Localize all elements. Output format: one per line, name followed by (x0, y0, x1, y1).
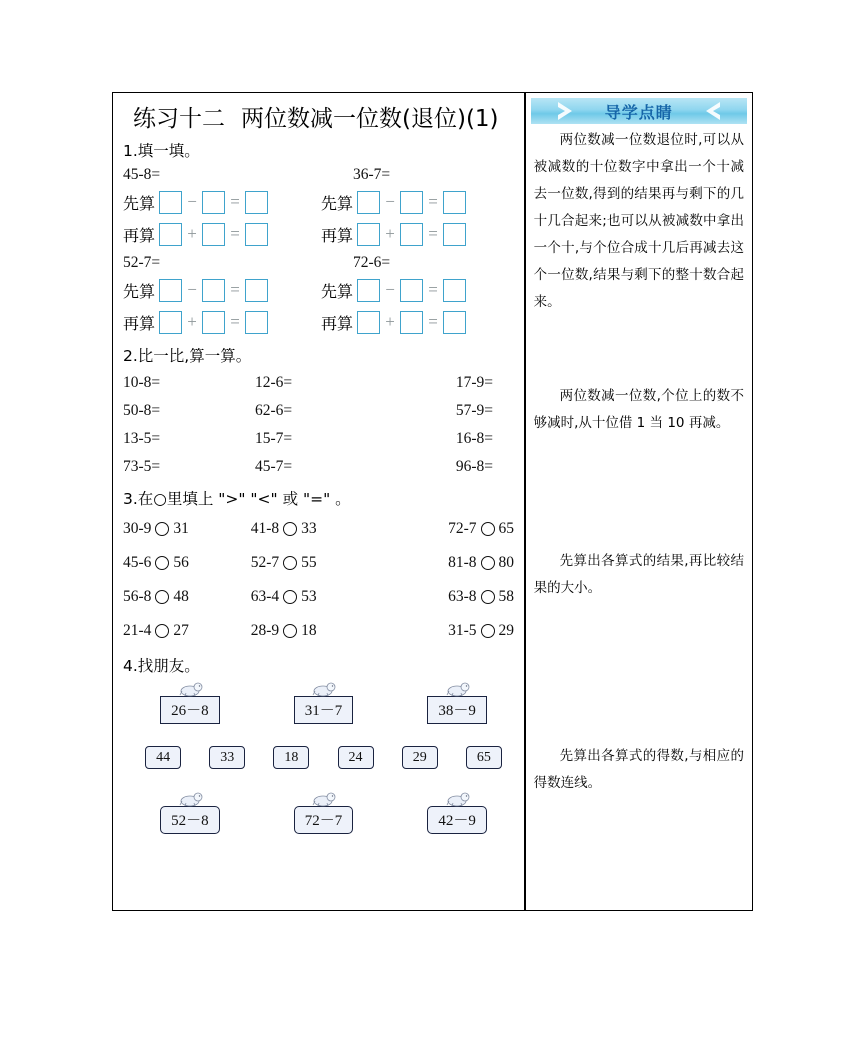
answer-box[interactable] (202, 191, 225, 214)
comparison-right-value: 33 (301, 520, 317, 537)
match-bottom-row (123, 789, 524, 834)
comparison-cell (379, 588, 525, 606)
answer-line-first (123, 274, 321, 306)
problem-cell[interactable]: 10-8= (123, 374, 161, 391)
answer-box[interactable] (400, 191, 423, 214)
equals-symbol: = (428, 192, 438, 211)
match-expression-box[interactable]: 38－9 (427, 696, 487, 724)
problem-block (321, 164, 521, 250)
comparison-row (123, 512, 524, 546)
problem-cell[interactable]: 50-8= (123, 402, 161, 419)
tip-paragraph-4: 先算出各算式的得数,与相应的得数连线。 (533, 748, 744, 791)
comparison-cell (379, 520, 525, 538)
section-3-heading: 3.在○里填上 ">" "<" 或 "=" 。 (123, 490, 351, 508)
comparison-cell (123, 520, 251, 538)
problem-pair (123, 164, 524, 250)
equals-symbol: = (230, 192, 240, 211)
answer-line-label: 再算 (321, 313, 354, 333)
comparison-left-expression: 31-5 (448, 622, 477, 639)
equals-symbol: = (428, 280, 438, 299)
comparison-circle[interactable] (283, 556, 297, 570)
comparison-circle[interactable] (283, 590, 297, 604)
problem-expression: 36-7= (353, 166, 391, 183)
comparison-right-value: 55 (301, 554, 317, 571)
comparison-circle[interactable] (283, 522, 297, 536)
answer-line-label: 再算 (123, 225, 156, 245)
section-1-body (123, 164, 524, 338)
comparison-left-expression: 28-9 (250, 622, 280, 639)
comparison-cell (379, 622, 525, 640)
comparison-cell (379, 554, 525, 572)
answer-line-second (321, 306, 521, 338)
problem-cell[interactable]: 13-5= (123, 430, 161, 447)
comparison-circle[interactable] (481, 624, 495, 638)
comparison-cell (123, 588, 251, 606)
exercise-column (113, 93, 524, 910)
comparison-cell (251, 622, 379, 640)
answer-box[interactable] (202, 279, 225, 302)
equals-symbol: = (230, 280, 240, 299)
problem-pair (123, 252, 524, 338)
problem-expression: 72-6= (353, 254, 391, 271)
equals-symbol: = (428, 224, 438, 243)
worksheet-frame (112, 92, 753, 911)
page-title-main: 练习十二 (133, 106, 225, 132)
comparison-left-expression: 72-7 (448, 520, 477, 537)
answer-line-first (321, 186, 521, 218)
section-2-body (123, 369, 524, 481)
comparison-right-value: 29 (498, 622, 514, 639)
comparison-left-expression: 63-4 (250, 588, 280, 605)
animal-clipart-icon (168, 789, 212, 807)
comparison-left-expression: 81-8 (448, 554, 477, 571)
operator-symbol: + (187, 312, 197, 331)
comparison-circle[interactable] (481, 590, 495, 604)
answer-box[interactable] (443, 279, 466, 302)
problem-row (123, 369, 524, 397)
comparison-right-value: 56 (173, 554, 189, 571)
match-expression-box[interactable]: 52－8 (160, 806, 220, 834)
comparison-circle[interactable] (481, 556, 495, 570)
answer-box[interactable] (357, 279, 380, 302)
comparison-right-value: 65 (498, 520, 514, 537)
comparison-circle[interactable] (283, 624, 297, 638)
section-4-heading: 4.找朋友。 (123, 657, 200, 675)
equals-symbol: = (230, 224, 240, 243)
section-2-heading: 2.比一比,算一算。 (123, 347, 252, 365)
animal-clipart-icon (435, 789, 479, 807)
comparison-right-value: 31 (173, 520, 189, 537)
problem-cell[interactable]: 15-7= (255, 430, 293, 447)
operator-symbol: + (385, 224, 395, 243)
equals-symbol: = (230, 312, 240, 331)
match-number-box[interactable]: 29 (402, 746, 438, 769)
comparison-circle[interactable] (155, 556, 169, 570)
answer-line-label: 先算 (123, 193, 156, 213)
comparison-circle[interactable] (155, 590, 169, 604)
answer-box[interactable] (357, 223, 380, 246)
problem-row (123, 453, 524, 481)
tips-banner-title: 导学点睛 (604, 102, 673, 122)
operator-symbol: − (187, 192, 197, 211)
comparison-left-expression: 56-8 (123, 588, 152, 605)
problem-block (123, 252, 321, 338)
comparison-right-value: 27 (173, 622, 189, 639)
match-number-box[interactable]: 24 (338, 746, 374, 769)
match-item (294, 679, 354, 724)
comparison-circle[interactable] (155, 522, 169, 536)
answer-line-label: 先算 (321, 193, 354, 213)
tips-column (526, 93, 752, 910)
answer-box[interactable] (400, 223, 423, 246)
section-4-body (123, 679, 524, 859)
problem-cell[interactable]: 16-8= (455, 430, 493, 447)
answer-box[interactable] (443, 223, 466, 246)
match-item (294, 789, 354, 834)
answer-box[interactable] (400, 311, 423, 334)
page-title-sub: 两位数减一位数(退位)(1) (241, 106, 499, 132)
comparison-right-value: 80 (498, 554, 514, 571)
comparison-left-expression: 41-8 (250, 520, 280, 537)
comparison-circle[interactable] (155, 624, 169, 638)
operator-symbol: − (187, 280, 197, 299)
tips-body-2 (526, 383, 752, 437)
problem-cell[interactable]: 57-9= (455, 402, 493, 419)
answer-box[interactable] (245, 223, 268, 246)
problem-cell[interactable]: 17-9= (455, 374, 493, 391)
match-number-box[interactable]: 33 (209, 746, 245, 769)
comparison-cell (251, 554, 379, 572)
answer-line-label: 先算 (123, 281, 156, 301)
problem-expression: 45-8= (123, 166, 161, 183)
comparison-left-expression: 52-7 (250, 554, 280, 571)
chevron-left-icon (703, 100, 723, 122)
answer-box[interactable] (202, 311, 225, 334)
comparison-left-expression: 45-6 (123, 554, 152, 571)
match-number-box[interactable]: 65 (466, 746, 502, 769)
answer-line-second (123, 306, 321, 338)
problem-row (123, 425, 524, 453)
answer-box[interactable] (159, 311, 182, 334)
comparison-left-expression: 30-9 (123, 520, 152, 537)
animal-clipart-icon (168, 679, 212, 697)
comparison-cell (123, 622, 251, 640)
match-item (160, 679, 220, 724)
comparison-row (123, 614, 524, 648)
match-item (160, 789, 220, 834)
chevron-right-icon (555, 100, 575, 122)
answer-box[interactable] (443, 311, 466, 334)
answer-line-label: 再算 (321, 225, 354, 245)
match-number-box[interactable]: 18 (273, 746, 309, 769)
problem-block (321, 252, 521, 338)
problem-block (123, 164, 321, 250)
match-expression-box[interactable]: 42－9 (427, 806, 487, 834)
section-1-heading: 1.填一填。 (123, 142, 200, 160)
comparison-right-value: 18 (301, 622, 317, 639)
problem-expression: 52-7= (123, 254, 161, 271)
answer-box[interactable] (202, 223, 225, 246)
answer-box[interactable] (400, 279, 423, 302)
match-number-row (123, 746, 524, 769)
problem-cell[interactable]: 45-7= (255, 458, 293, 475)
answer-box[interactable] (245, 311, 268, 334)
match-item (427, 789, 487, 834)
comparison-right-value: 48 (173, 588, 189, 605)
answer-line-second (321, 218, 521, 250)
answer-line-first (123, 186, 321, 218)
animal-clipart-icon (435, 679, 479, 697)
tip-paragraph-1: 两位数减一位数退位时,可以从被减数的十位数字中拿出一个十减去一位数,得到的结果再与剩下的几十几合起来;也可以从被减数中拿出一个十,与个位合成十几后再减去这个一位数,结果与剩下的整十数合起来。 (533, 132, 744, 310)
operator-symbol: − (385, 280, 395, 299)
animal-clipart-icon (301, 789, 345, 807)
comparison-cell (251, 520, 379, 538)
answer-box[interactable] (159, 223, 182, 246)
tips-body-4 (526, 743, 752, 797)
comparison-cell (251, 588, 379, 606)
answer-box[interactable] (159, 191, 182, 214)
section-3-body (123, 512, 524, 648)
tips-banner (531, 98, 747, 124)
match-item (427, 679, 487, 724)
comparison-left-expression: 21-4 (123, 622, 152, 639)
answer-box[interactable] (357, 311, 380, 334)
tips-body-3 (526, 548, 752, 602)
match-expression-box[interactable]: 72－7 (294, 806, 354, 834)
equals-symbol: = (428, 312, 438, 331)
answer-box[interactable] (357, 191, 380, 214)
match-expression-box[interactable]: 26－8 (160, 696, 220, 724)
comparison-right-value: 53 (301, 588, 317, 605)
comparison-cell (123, 554, 251, 572)
answer-line-first (321, 274, 521, 306)
answer-box[interactable] (159, 279, 182, 302)
comparison-row (123, 546, 524, 580)
problem-cell[interactable]: 96-8= (455, 458, 493, 475)
answer-box[interactable] (245, 191, 268, 214)
answer-line-label: 再算 (123, 313, 156, 333)
answer-box[interactable] (245, 279, 268, 302)
problem-cell[interactable]: 62-6= (255, 402, 293, 419)
problem-cell[interactable]: 73-5= (123, 458, 161, 475)
comparison-left-expression: 63-8 (448, 588, 477, 605)
animal-clipart-icon (301, 679, 345, 697)
answer-box[interactable] (443, 191, 466, 214)
match-top-row (123, 679, 524, 724)
comparison-right-value: 58 (498, 588, 514, 605)
answer-line-label: 先算 (321, 281, 354, 301)
tip-paragraph-2: 两位数减一位数,个位上的数不够减时,从十位借 1 当 10 再减。 (533, 388, 744, 431)
comparison-circle[interactable] (481, 522, 495, 536)
problem-cell[interactable]: 12-6= (255, 374, 293, 391)
problem-row (123, 397, 524, 425)
operator-symbol: + (187, 224, 197, 243)
operator-symbol: − (385, 192, 395, 211)
page-title (119, 100, 524, 133)
operator-symbol: + (385, 312, 395, 331)
answer-line-second (123, 218, 321, 250)
match-expression-box[interactable]: 31－7 (294, 696, 354, 724)
tips-body (526, 127, 752, 316)
match-number-box[interactable]: 44 (145, 746, 181, 769)
tip-paragraph-3: 先算出各算式的结果,再比较结果的大小。 (533, 553, 744, 596)
comparison-row (123, 580, 524, 614)
